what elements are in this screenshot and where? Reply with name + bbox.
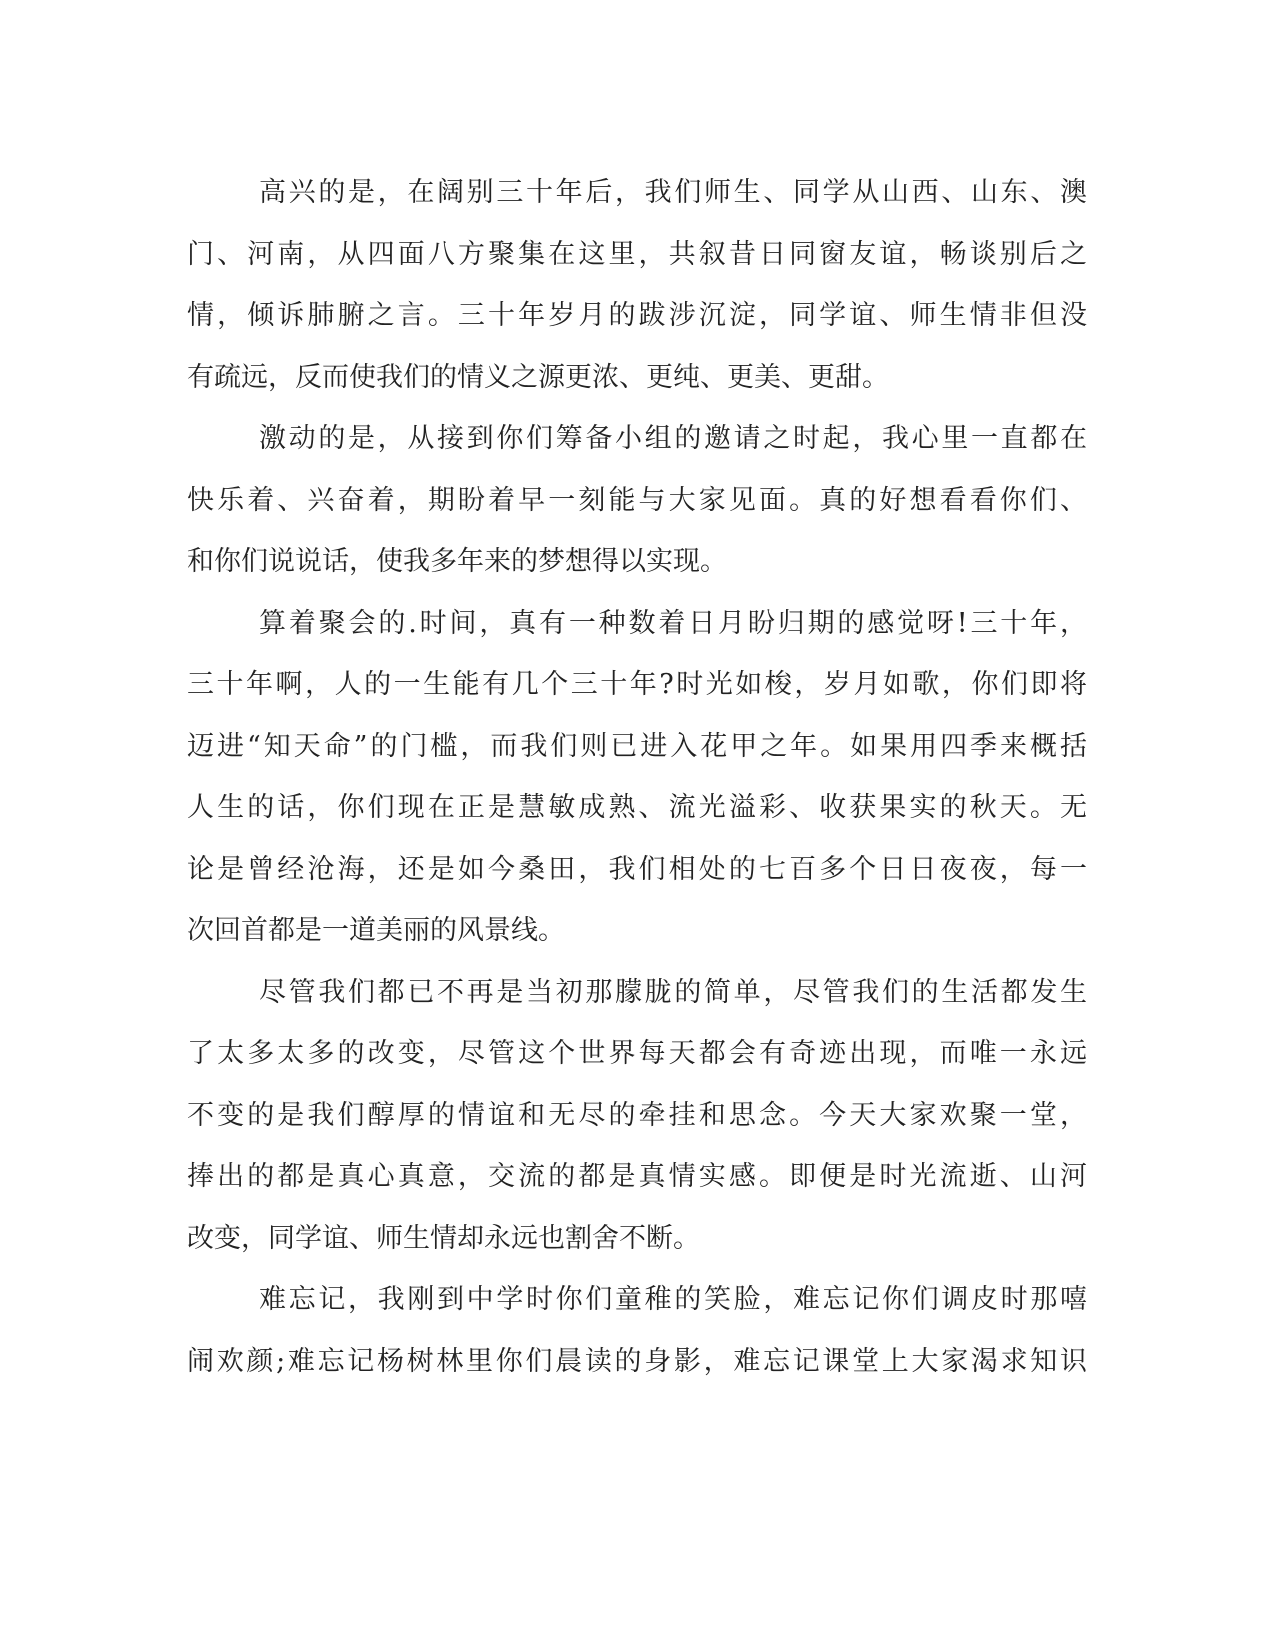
paragraph-3-line-1: 算着聚会的.时间，真有一种数着日月盼归期的感觉呀!三十年， xyxy=(259,607,1087,639)
paragraph-4-line-2: 了太多太多的改变，尽管这个世界每天都会有奇迹出现，而唯一永远 xyxy=(187,1038,1087,1069)
paragraph-1-line-4: 有疏远，反而使我们的情义之源更浓、更纯、更美、更甜。 xyxy=(187,361,889,393)
paragraph-2-line-3: 和你们说说话，使我多年来的梦想得以实现。 xyxy=(187,546,727,577)
paragraph-3-line-5: 论是曾经沧海，还是如今桑田，我们相处的七百多个日日夜夜，每一 xyxy=(187,853,1087,885)
paragraph-1-line-3: 情，倾诉肺腑之言。三十年岁月的跋涉沉淀，同学谊、师生情非但没 xyxy=(187,300,1087,331)
paragraph-2-line-2: 快乐着、兴奋着，期盼着早一刻能与大家见面。真的好想看看你们、 xyxy=(187,484,1087,516)
paragraph-5-line-1: 难忘记，我刚到中学时你们童稚的笑脸，难忘记你们调皮时那嘻 xyxy=(259,1284,1087,1315)
paragraph-3-line-3: 迈进“知天命”的门槛，而我们则已进入花甲之年。如果用四季来概括 xyxy=(187,730,1087,762)
paragraph-3-line-2: 三十年啊，人的一生能有几个三十年?时光如梭，岁月如歌，你们即将 xyxy=(187,669,1087,700)
paragraph-4-line-3: 不变的是我们醇厚的情谊和无尽的牵挂和思念。今天大家欢聚一堂， xyxy=(187,1099,1087,1131)
paragraph-1-line-1: 高兴的是，在阔别三十年后，我们师生、同学从山西、山东、澳 xyxy=(259,177,1087,208)
paragraph-1-line-2: 门、河南，从四面八方聚集在这里，共叙昔日同窗友谊，畅谈别后之 xyxy=(187,238,1087,270)
paragraph-4-line-4: 捧出的都是真心真意，交流的都是真情实感。即便是时光流逝、山河 xyxy=(187,1161,1087,1192)
paragraph-3-line-6: 次回首都是一道美丽的风景线。 xyxy=(187,915,565,946)
paragraph-4-line-5: 改变，同学谊、师生情却永远也割舍不断。 xyxy=(187,1222,700,1254)
document-body xyxy=(187,162,1087,1392)
paragraph-5-line-2: 闹欢颜;难忘记杨树林里你们晨读的身影，难忘记课堂上大家渴求知识 xyxy=(187,1345,1087,1377)
paragraph-4-line-1: 尽管我们都已不再是当初那朦胧的简单，尽管我们的生活都发生 xyxy=(259,976,1087,1008)
paragraph-2-line-1: 激动的是，从接到你们筹备小组的邀请之时起，我心里一直都在 xyxy=(259,423,1087,454)
paragraph-3-line-4: 人生的话，你们现在正是慧敏成熟、流光溢彩、收获果实的秋天。无 xyxy=(187,792,1087,823)
